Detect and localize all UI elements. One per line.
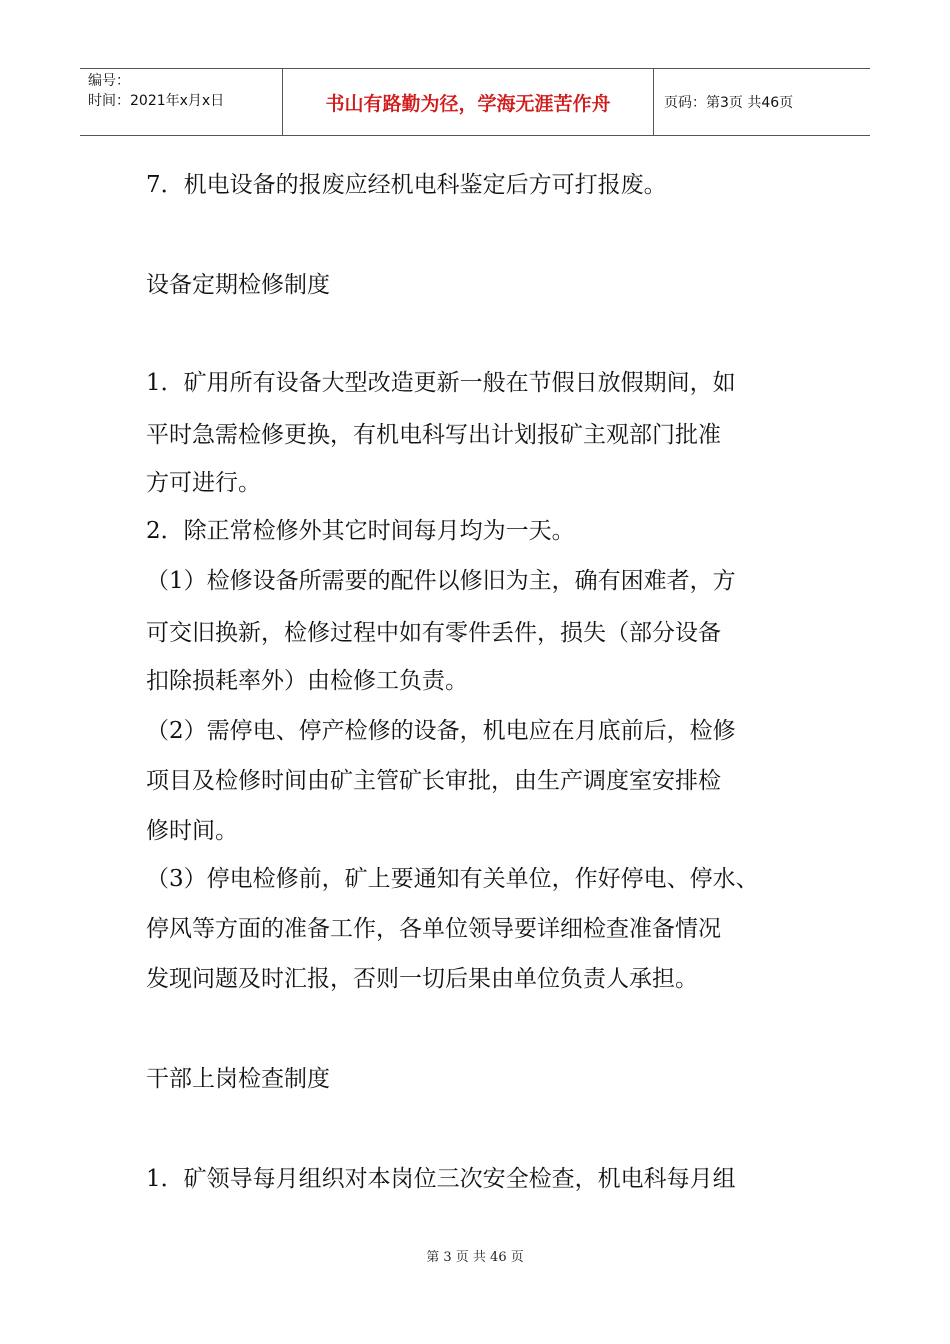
header-page-info: 页码：第3页 共46页 (664, 95, 794, 111)
paragraph-line: 1．矿领导每月组织对本岗位三次安全检查，机电科每月组 (146, 1166, 736, 1192)
paragraph-line: 发现问题及时汇报，否则一切后果由单位负责人承担。 (146, 966, 698, 992)
paragraph-line: 可交旧换新，检修过程中如有零件丢件，损失（部分设备 (146, 620, 721, 646)
paragraph-line: 平时急需检修更换，有机电科写出计划报矿主观部门批准 (146, 422, 721, 448)
header-meta (80, 69, 282, 135)
paragraph-line: （1）检修设备所需要的配件以修旧为主，确有困难者，方 (146, 568, 736, 594)
paragraph-line: 项目及检修时间由矿主管矿长审批，由生产调度室安排检 (146, 768, 721, 794)
document-date-label: 时间：2021年x月x日 (88, 93, 225, 109)
document-number-label: 编号： (88, 73, 130, 89)
paragraph-line: 2．除正常检修外其它时间每月均为一天。 (146, 518, 575, 544)
page-header (80, 68, 870, 136)
paragraph-line: 停风等方面的准备工作，各单位领导要详细检查准备情况 (146, 916, 721, 942)
section-heading: 干部上岗检查制度 (146, 1066, 330, 1092)
header-motto: 书山有路勤为径，学海无涯苦作舟 (282, 69, 654, 135)
section-heading: 设备定期检修制度 (146, 272, 330, 298)
paragraph-line: （3）停电检修前，矿上要通知有关单位，作好停电、停水、 (146, 866, 759, 892)
page-footer: 第 3 页 共 46 页 (426, 1250, 524, 1265)
paragraph-line: 1．矿用所有设备大型改造更新一般在节假日放假期间，如 (146, 370, 736, 396)
paragraph-line: 方可进行。 (146, 470, 261, 496)
paragraph-line: 扣除损耗率外）由检修工负责。 (146, 668, 468, 694)
paragraph-line: 修时间。 (146, 818, 238, 844)
paragraph-line: （2）需停电、停产检修的设备，机电应在月底前后，检修 (146, 718, 736, 744)
paragraph-line: 7．机电设备的报废应经机电科鉴定后方可打报废。 (146, 172, 667, 198)
